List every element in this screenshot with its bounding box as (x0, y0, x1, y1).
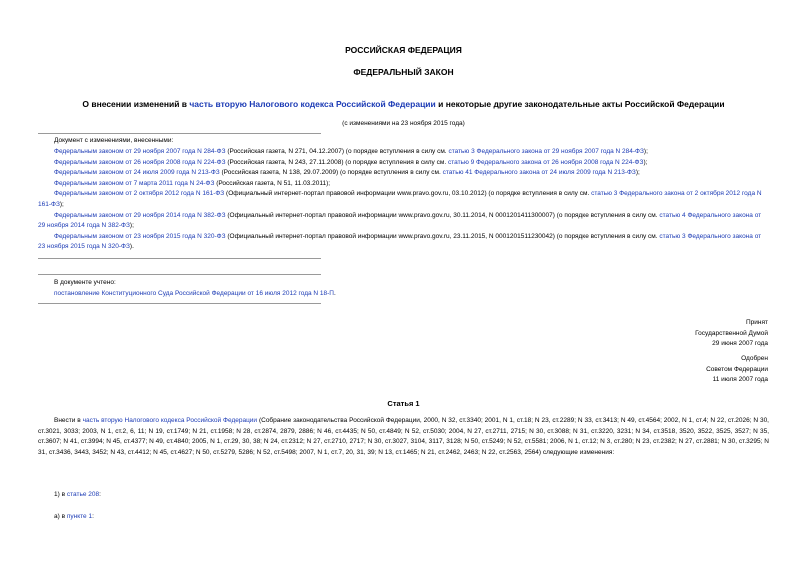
change-item-6-text: (Официальный интернет-портал правовой информации www.pravo.gov.ru, 30.11.2014, N 0001201411300007) (о порядке вступления в силу см. (225, 211, 660, 219)
change-item-6-link[interactable]: Федеральным законом от 29 ноября 2014 года N 382-ФЗ (54, 211, 226, 219)
change-item-6-tail: ); (129, 222, 134, 230)
change-item-3 (38, 168, 769, 179)
change-item-7-link[interactable]: Федеральным законом от 23 ноября 2015 года N 320-ФЗ (54, 232, 226, 240)
change-item-5-text: (Официальный интернет-портал правовой информации www.pravo.gov.ru, 03.10.2012) (о порядке вступления в силу см. (224, 190, 592, 198)
change-item-3-link[interactable]: Федеральным законом от 24 июля 2009 года N 213-ФЗ (54, 169, 220, 177)
article-item-1-tail: : (99, 491, 101, 498)
divider-considered-bottom (38, 303, 321, 304)
changes-list (38, 147, 769, 253)
approved-block (560, 354, 768, 386)
considered-link[interactable]: постановление Конституционного Суда Российской Федерации от 16 июля 2012 года N 18-П (54, 290, 334, 297)
title-suffix: и некоторые другие законодательные акты Российской Федерации (435, 99, 725, 109)
change-item-1-link[interactable]: Федеральным законом от 29 ноября 2007 года N 284-ФЗ (54, 148, 226, 155)
doc-kind-heading: ФЕДЕРАЛЬНЫЙ ЗАКОН (353, 67, 454, 77)
change-item-4 (38, 179, 769, 190)
change-item-1-ref[interactable]: статью 3 Федерального закона от 29 ноября 2007 года N 284-ФЗ (448, 148, 644, 155)
article-tax-code-link[interactable]: часть вторую Налогового кодекса Российской Федерации (82, 417, 258, 424)
change-item-2-link[interactable]: Федеральным законом от 26 ноября 2008 года N 224-ФЗ (54, 158, 226, 166)
divider-middle (38, 258, 321, 259)
change-item-7-ref[interactable]: статью 3 Федерального закона от 23 ноября 2015 года N 320-ФЗ (38, 232, 762, 251)
considered-tail: . (333, 290, 336, 297)
considered-item (54, 289, 769, 300)
adopted-block (560, 318, 768, 350)
change-item-7-tail: ). (129, 243, 134, 251)
change-item-7-text: (Официальный интернет-портал правовой информации www.pravo.gov.ru, 23.11.2015, N 0001201511230042) (о порядке вступления в силу см. (225, 232, 660, 240)
divider-considered-top (38, 274, 321, 275)
divider-top (38, 133, 321, 134)
adopted-label: Принят (745, 319, 768, 326)
article-intro-prefix: Внести в (54, 417, 83, 424)
article-item-1a-tail: : (92, 513, 94, 520)
change-item-5 (38, 189, 769, 210)
change-item-4-link[interactable]: Федеральным законом от 7 марта 2011 года N 24-ФЗ (54, 179, 215, 187)
adopted-body: Государственной Думой (695, 329, 768, 337)
change-item-2 (38, 158, 769, 169)
article-item-1a-link[interactable]: пункте 1 (66, 513, 93, 520)
article-item-1-prefix: 1) в (54, 491, 67, 498)
article-item-1a-prefix: а) в (54, 513, 67, 520)
document-title (0, 99, 807, 110)
title-prefix: О внесении изменений в (82, 99, 190, 109)
change-item-1-text: (Российская газета, N 271, 04.12.2007) (о порядке вступления в силу см. (225, 148, 449, 155)
change-item-5-ref[interactable]: статью 3 Федерального закона от 2 октября 2012 года N 161-ФЗ (38, 190, 762, 208)
approved-label: Одобрен (741, 355, 768, 362)
change-item-6-ref[interactable]: статью 4 Федерального закона от 29 ноября 2014 года N 382-ФЗ (38, 211, 762, 230)
change-item-7 (38, 232, 769, 253)
change-item-3-text: (Российская газета, N 138, 29.07.2009) (о порядке вступления в силу см. (219, 169, 443, 177)
article-intro-paragraph (38, 416, 769, 458)
change-item-2-text: (Российская газета, N 243, 27.11.2008) (о порядке вступления в силу см. (225, 158, 448, 166)
title-link-tax-code[interactable]: часть вторую Налогового кодекса Российской Федерации (189, 99, 436, 109)
change-item-3-ref[interactable]: статью 41 Федерального закона от 24 июля 2009 года N 213-ФЗ (442, 169, 636, 177)
change-item-1 (38, 147, 769, 158)
amendment-date: (с изменениями на 23 ноября 2015 года) (342, 120, 465, 127)
change-item-5-link[interactable]: Федеральным законом от 2 октября 2012 года N 161-ФЗ (54, 190, 225, 198)
change-item-6 (38, 211, 769, 232)
article-item-1-link[interactable]: статье 208 (66, 491, 100, 498)
adopted-date: 29 июня 2007 года (712, 340, 768, 348)
article-intro-text: (Собрание законодательства Российской Федерации, 2000, N 32, ст.3340; 2001, N 1, ст.18; N 23, ст.2289; N 33, ст.3413; N 49, ст.4564; 2002, N 1, ст.4; N 22, ст.2026; N 30, ст.3021, 3033; 2003, N 1, ст.2, 6, 11; N 19, ст.1749; N 21, ст.1958; N 28, ст.2874, 2879, 2886; N 46, ст.4435; N 50, ст.4849; N 52, ст.5030; 2004, N 27, ст.2711, 2715; N 30, ст.3088; N 31, ст.3220, 3231; N 34, ст.3518, 3520, 3522, 3525, 3527; N 35, ст.3607; N 41, ст.3994; N 45, ст.4377; N 49, ст.4840; 2005, N 1, ст.29, 30, 38; N 24, ст.2312; N 27, ст.2710, 2717; N 30, ст.3027, 3104, 3117, 3128; N 50, ст.5249; N 52, ст.5581; 2006, N 1, ст.12; N 3, ст.280; N 23, ст.2382; N 27, ст.2881; N 30, ст.3295; N 31, ст.3436, 3443, 3452; N 43, ст.4412; N 45, ст.4627; N 50, ст.5279, 5286; N 52, ст.5498; 2007, N 1, ст.7, 20, 31, 39; N 13, ст.1465; N 21, ст.2462, 2463; N 22, ст.2563, 2564) следующие изменения: (38, 417, 769, 456)
approved-body: Советом Федерации (706, 365, 768, 373)
approved-date: 11 июля 2007 года (712, 376, 768, 384)
article-heading: Статья 1 (387, 399, 420, 408)
change-item-3-tail: ); (635, 169, 640, 177)
change-item-2-ref[interactable]: статью 9 Федерального закона от 26 ноября 2008 года N 224-ФЗ (447, 158, 644, 166)
change-item-2-tail: ); (643, 158, 648, 166)
country-heading: РОССИЙСКАЯ ФЕДЕРАЦИЯ (345, 45, 462, 55)
change-item-5-tail: ); (59, 200, 64, 208)
change-item-4-text: (Российская газета, N 51, 11.03.2011); (214, 179, 331, 187)
considered-intro: В документе учтено: (54, 279, 116, 286)
change-item-1-tail: ); (643, 148, 648, 155)
article-item-1 (54, 490, 769, 501)
article-item-1a (54, 512, 769, 523)
changes-intro: Документ с изменениями, внесенными: (54, 137, 174, 144)
